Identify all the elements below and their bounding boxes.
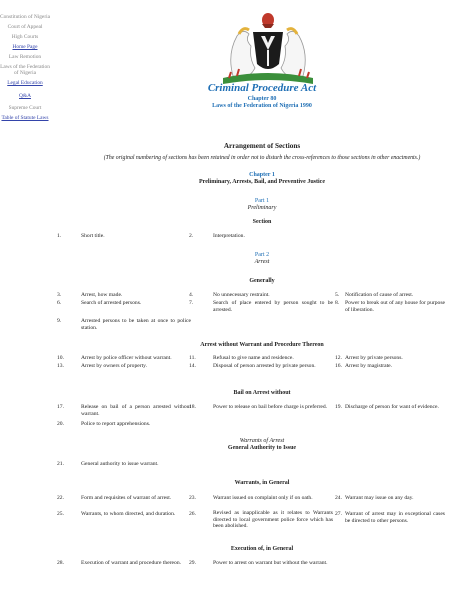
generally-heading: Generally [249,278,275,284]
inapplicable-prefix: Revised as inapplicable as it relates to [213,510,310,516]
section-title: Warrant issued on complaint only if on oath. [213,495,313,501]
section-number: 9. [57,318,62,324]
section-title: Arrest by owners of property. [81,363,147,369]
section-number: 26. [189,511,196,517]
section-title: Discharge of person for want of evidence. [345,404,439,410]
section-title: Disposal of person arrested by private person. [213,363,316,369]
section-title: Interpretation. [213,233,245,239]
section-title: Search of place entered by person sought to be arrested. [213,300,333,313]
sidebar-item-high-courts[interactable]: High Courts [11,34,39,40]
section-number: 1. [57,233,62,239]
section-number: 10. [57,355,64,361]
coat-of-arms-icon [213,6,323,90]
sidebar [0,14,50,125]
section-title: No unnecessary restraint. [213,292,270,298]
section-title: Refusal to give name and residence. [213,355,294,361]
section-number: 7. [189,300,194,306]
section-title: Form and requisites of warrant of arrest. [81,495,172,501]
general-authority-heading: General Authority to Issue [227,445,297,451]
section-number: 24. [335,495,342,501]
warrants-of-arrest-label: Warrants of Arrest [239,438,285,444]
section-title: Execution of warrant and procedure thereon. [81,560,182,566]
section-number: 22. [57,495,64,501]
section-title: Search of arrested persons. [81,300,142,306]
chapter-number: Chapter 80 [247,96,277,102]
section-number: 6. [57,300,62,306]
part2-title: Arrest [254,259,270,265]
section-title: Notification of cause of arrest. [345,292,414,298]
section-title: Arrest, how made. [81,292,123,298]
section-title: Power to arrest on warrant but without the warrant. [213,560,328,566]
section-title: Short title. [81,233,105,239]
laws-edition: Laws of the Federation of Nigeria 1990 [212,103,312,109]
numbering-note: (The original numbering of sections has been retained in order not to disturb the cross-references to those sections in other enactments.) [103,155,421,161]
section-title: Power to break out of any house for purpose of liberation. [345,300,445,313]
section-number: 2. [189,233,194,239]
sidebar-link-legal-education[interactable]: Legal Education [7,80,43,87]
section-title: General authority to issue warrant. [81,461,159,467]
section-number: 23. [189,495,196,501]
sidebar-item-law-remotion[interactable]: Law Remotion [8,54,42,60]
section-title: Warrant of arrest may in exceptional cases be directed to other persons. [345,511,445,524]
execution-heading: Execution of, in General [230,546,294,552]
part1-title: Preliminary [247,205,277,211]
section-number: 13. [57,363,64,369]
section-title [213,510,333,530]
section-number: 18. [189,404,196,410]
sidebar-link-qa[interactable]: Q&A [19,92,31,99]
section-number: 12. [335,355,342,361]
section-title-text: Warrants directed to local government police force which has been abolished. [213,510,333,530]
sidebar-item-court-of-appeal[interactable]: Court of Appeal [7,24,43,30]
section-column-label: Section [252,219,272,225]
section-number: 4. [189,292,194,298]
section-number: 29. [189,560,196,566]
section-title: Arrest by private persons. [345,355,403,361]
sidebar-link-statute-table[interactable]: Table of Statute Laws [1,115,49,122]
section-number: 5. [335,292,340,298]
sidebar-item-supreme-court[interactable]: Supreme Court [8,105,42,112]
part2-label: Part 2 [254,252,270,258]
section-number: 3. [57,292,62,298]
section-number: 28. [57,560,64,566]
section-title: Police to report apprehensions. [81,421,151,427]
sidebar-link-home[interactable]: Home Page [12,44,38,50]
sidebar-item-laws-federation[interactable]: Laws of the Federation of Nigeria [0,64,50,77]
arrangement-heading: Arrangement of Sections [223,142,301,150]
section-number: 14. [189,363,196,369]
sidebar-item-constitution[interactable]: Constitution of Nigeria [0,14,51,20]
section-title: Power to release on bail before charge is preferred. [213,404,328,410]
section-number: 21. [57,461,64,467]
section-title: Arrested persons to be taken at once to police station. [81,318,191,331]
section-number: 20. [57,421,64,427]
section-title: Warrants, to whom directed, and duration. [81,511,176,517]
section-number: 16. [335,363,342,369]
section-number: 19. [335,404,342,410]
bail-heading: Bail on Arrest without [233,390,291,396]
section-title: Release on bail of a person arrested without warrant. [81,404,191,417]
part1-label: Part 1 [254,198,270,204]
warrantless-heading: Arrest without Warrant and Procedure Thereon [200,342,324,348]
section-title: Warrant may issue on any day. [345,495,414,501]
section-number: 11. [189,355,196,361]
act-title: Criminal Procedure Act [207,82,317,94]
section-title: Arrest by police officer without warrant. [81,355,172,361]
chapter-label: Chapter 1 [249,172,275,178]
section-number: 27. [335,511,342,517]
chapter-title: Preliminary, Arrests, Bail, and Preventive Justice [199,179,325,185]
section-number: 17. [57,404,64,410]
section-number: 8. [335,300,340,306]
section-number: 25. [57,511,64,517]
warrants-in-general-heading: Warrants, in General [234,480,290,486]
section-title: Arrest by magistrate. [345,363,393,369]
